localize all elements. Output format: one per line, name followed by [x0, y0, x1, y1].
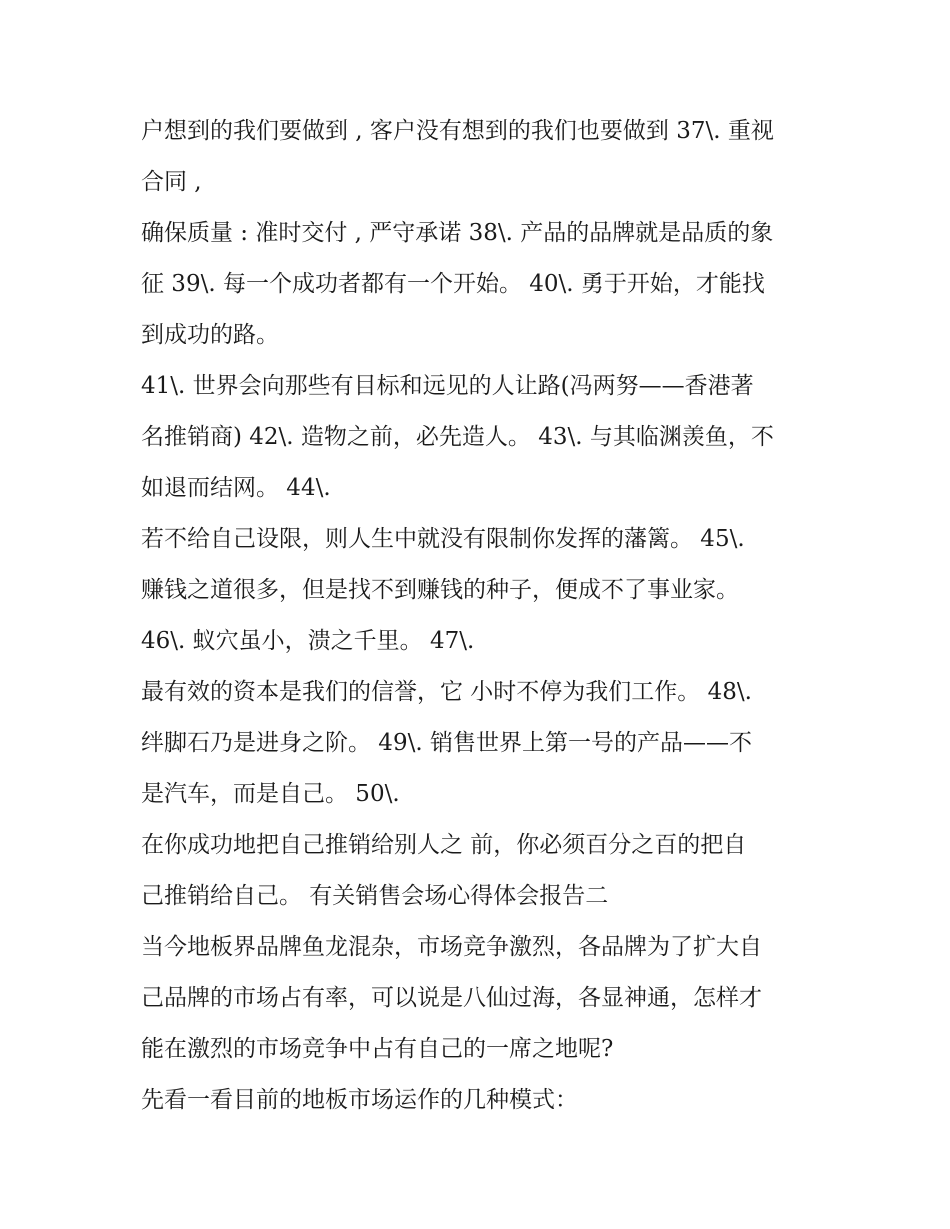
text-line: 当今地板界品牌鱼龙混杂，市场竞争激烈，各品牌为了扩大自: [141, 934, 762, 960]
text-line: 如退而结网。 44\.: [141, 475, 331, 501]
text-line: 赚钱之道很多，但是找不到赚钱的种子，便成不了事业家。: [141, 577, 739, 603]
text-line: 户想到的我们要做到 , 客户没有想到的我们也要做到 37\. 重视: [141, 118, 774, 144]
text-line: 先看一看目前的地板市场运作的几种模式：: [141, 1087, 578, 1113]
text-line: 合同 ,: [141, 169, 202, 195]
text-line: 最有效的资本是我们的信誉，它 小时不停为我们工作。 48\.: [141, 679, 752, 705]
text-line: 绊脚石乃是进身之阶。 49\. 销售世界上第一号的产品——不: [141, 730, 752, 756]
text-line: 41\. 世界会向那些有目标和远见的人让路(冯两努——香港著: [141, 373, 754, 399]
text-line: 确保质量 : 准时交付 , 严守承诺 38\. 产品的品牌就是品质的象: [141, 220, 774, 246]
text-line: 46\. 蚁穴虽小，溃之千里。 47\.: [141, 628, 475, 654]
text-line: 名推销商) 42\. 造物之前，必先造人。 43\. 与其临渊羡鱼，不: [141, 424, 774, 450]
document-body: [141, 106, 821, 1126]
text-line: 在你成功地把自己推销给别人之 前，你必须百分之百的把自: [141, 832, 747, 858]
text-line: 能在激烈的市场竞争中占有自己的一席之地呢?: [141, 1036, 614, 1062]
text-line: 是汽车，而是自己。 50\.: [141, 781, 400, 807]
text-line: 己品牌的市场占有率，可以说是八仙过海，各显神通，怎样才: [141, 985, 762, 1011]
text-line: 若不给自己设限，则人生中就没有限制你发挥的藩篱。 45\.: [141, 526, 745, 552]
text-line: 己推销给自己。 有关销售会场心得体会报告二: [141, 883, 609, 909]
text-line: 到成功的路。: [141, 322, 279, 348]
text-line: 征 39\. 每一个成功者都有一个开始。 40\. 勇于开始，才能找: [141, 271, 765, 297]
